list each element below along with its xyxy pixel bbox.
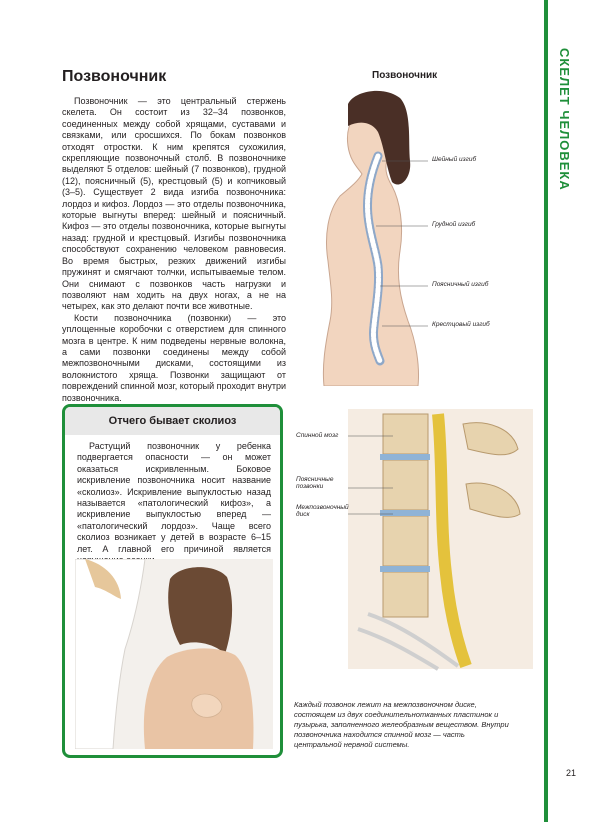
- scoliosis-sidebar: [62, 404, 283, 758]
- sidebar-text: [77, 441, 271, 566]
- label-sacral-curve: Крестцовый изгиб: [432, 321, 490, 328]
- figure-caption: Каждый позвонок лежит на межпозвоночном диске, состоящем из двух соединительнотканных пластинок и пузырька, заполненного желеобразным веществом. Внутри позвоночника находится спинной мозг — часть центральной нервной системы.: [294, 700, 509, 749]
- label-cervical-curve: Шейный изгиб: [432, 156, 477, 163]
- lumbar-spine-cross-section-illustration: [288, 404, 538, 672]
- page-title: Позвоночник: [62, 68, 167, 85]
- chapter-tab: [552, 48, 582, 198]
- label-lumbar-vertebrae: Поясничные позвонки: [296, 476, 334, 490]
- label-thoracic-curve: Грудной изгиб: [432, 221, 476, 228]
- label-intervertebral-disc: Межпозвоночный диск: [296, 504, 349, 518]
- label-spinal-cord: Спинной мозг: [296, 432, 339, 439]
- figure-title: Позвоночник: [372, 70, 438, 81]
- side-divider: [544, 0, 548, 822]
- doctor-examining-back-photo: [75, 559, 273, 749]
- page-number: 21: [566, 768, 577, 778]
- body-paragraph-1: Позвоночник — это центральный стержень скелета. Он состоит из 32–34 позвонков, соединенных между собой хрящами, суставами и связками, или сросшихся. По бокам позвонков отходят отростки. К ним крепятся сухожилия, скрепляющие позвоночный столб. В позвоночнике выделяют 5 отделов: шейный (7 позвонков), грудной (12), поясничный (5), крестцовый (5) и копчиковый (3–5). Существует 2 вида изгиба позвоночника: лордоз и кифоз. Лордоз — это отделы позвоночника, которые выгнуты вперед: шейный и поясничный. Кифоз — это отделы позвоночника, которые выгнуты назад: грудной и крестцовый. Изгибы позвоночника способствуют сохранению человеком равновесия. Во время быстрых, резких движений изгибы пружинят и смягчают толчки, испытываемые телом. Они снимают с позвонков часть нагрузки и позволяют нам ходить на двух ногах, а не на четырех, как это делают почти все животные.: [62, 96, 286, 312]
- label-lumbar-curve: Поясничный изгиб: [432, 281, 489, 288]
- sidebar-title: Отчего бывает сколиоз: [65, 407, 280, 435]
- body-text: [62, 96, 286, 404]
- chapter-tab-label: СКЕЛЕТ ЧЕЛОВЕКА: [557, 48, 572, 191]
- sidebar-paragraph: Растущий позвоночник у ребенка подвергается опасности — он может оказаться искривленным. Боковое искривление позвоночника носит название «сколиоз». Искривление выпуклостью назад называется «патологический кифоз», а искривление выпуклостью вперед — «патологический лордоз». Чаще всего сколиоз возникает у детей в возрасте 6–15 лет. А главной его причиной является: [77, 441, 271, 554]
- body-paragraph-2: Кости позвоночника (позвонки) — это уплощенные коробочки с отверстием для спинного мозга в центре. К ним подведены нервные волокна, а сами позвонки соединены между собой межпозвоночными дисками, состоящими из волокнистого хряща. Позвонки защищают от повреждений спинной мозг, который проходит внутри позвоночника.: [62, 312, 286, 403]
- spine-silhouette-illustration: [300, 86, 530, 386]
